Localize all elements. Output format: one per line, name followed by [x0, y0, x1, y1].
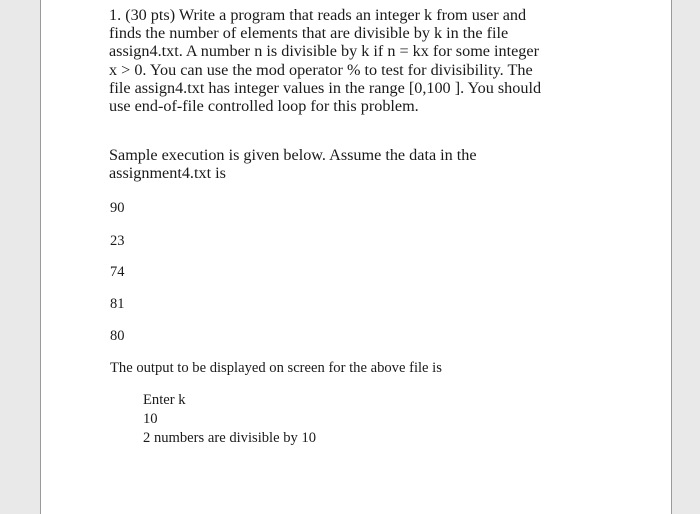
document-page: [40, 0, 672, 514]
output-line: 10: [143, 411, 158, 427]
data-value: 81: [110, 296, 125, 312]
sample-line: Sample execution is given below. Assume the data in the: [109, 146, 477, 164]
data-value: 23: [110, 233, 125, 249]
problem-line: x > 0. You can use the mod operator % to test for divisibility. The: [109, 60, 533, 79]
problem-line: use end-of-file controlled loop for this problem.: [109, 97, 419, 116]
problem-line: finds the number of elements that are divisible by k in the file: [109, 24, 509, 43]
problem-line: file assign4.txt has integer values in the range [0,100 ]. You should: [109, 78, 542, 97]
problem-line: assign4.txt. A number n is divisible by k if n = kx for some integer: [109, 42, 539, 61]
data-value: 74: [110, 264, 125, 280]
problem-line: 1. (30 pts) Write a program that reads an integer k from user and: [109, 6, 527, 24]
output-line: 2 numbers are divisible by 10: [143, 430, 317, 446]
sample-description: [109, 146, 609, 182]
data-value: 80: [110, 328, 125, 344]
data-value: 90: [110, 200, 125, 216]
sample-line: assignment4.txt is: [109, 164, 226, 183]
output-line: Enter k: [143, 392, 186, 408]
output-intro: The output to be displayed on screen for the above file is: [110, 360, 442, 376]
problem-statement: [109, 6, 609, 115]
